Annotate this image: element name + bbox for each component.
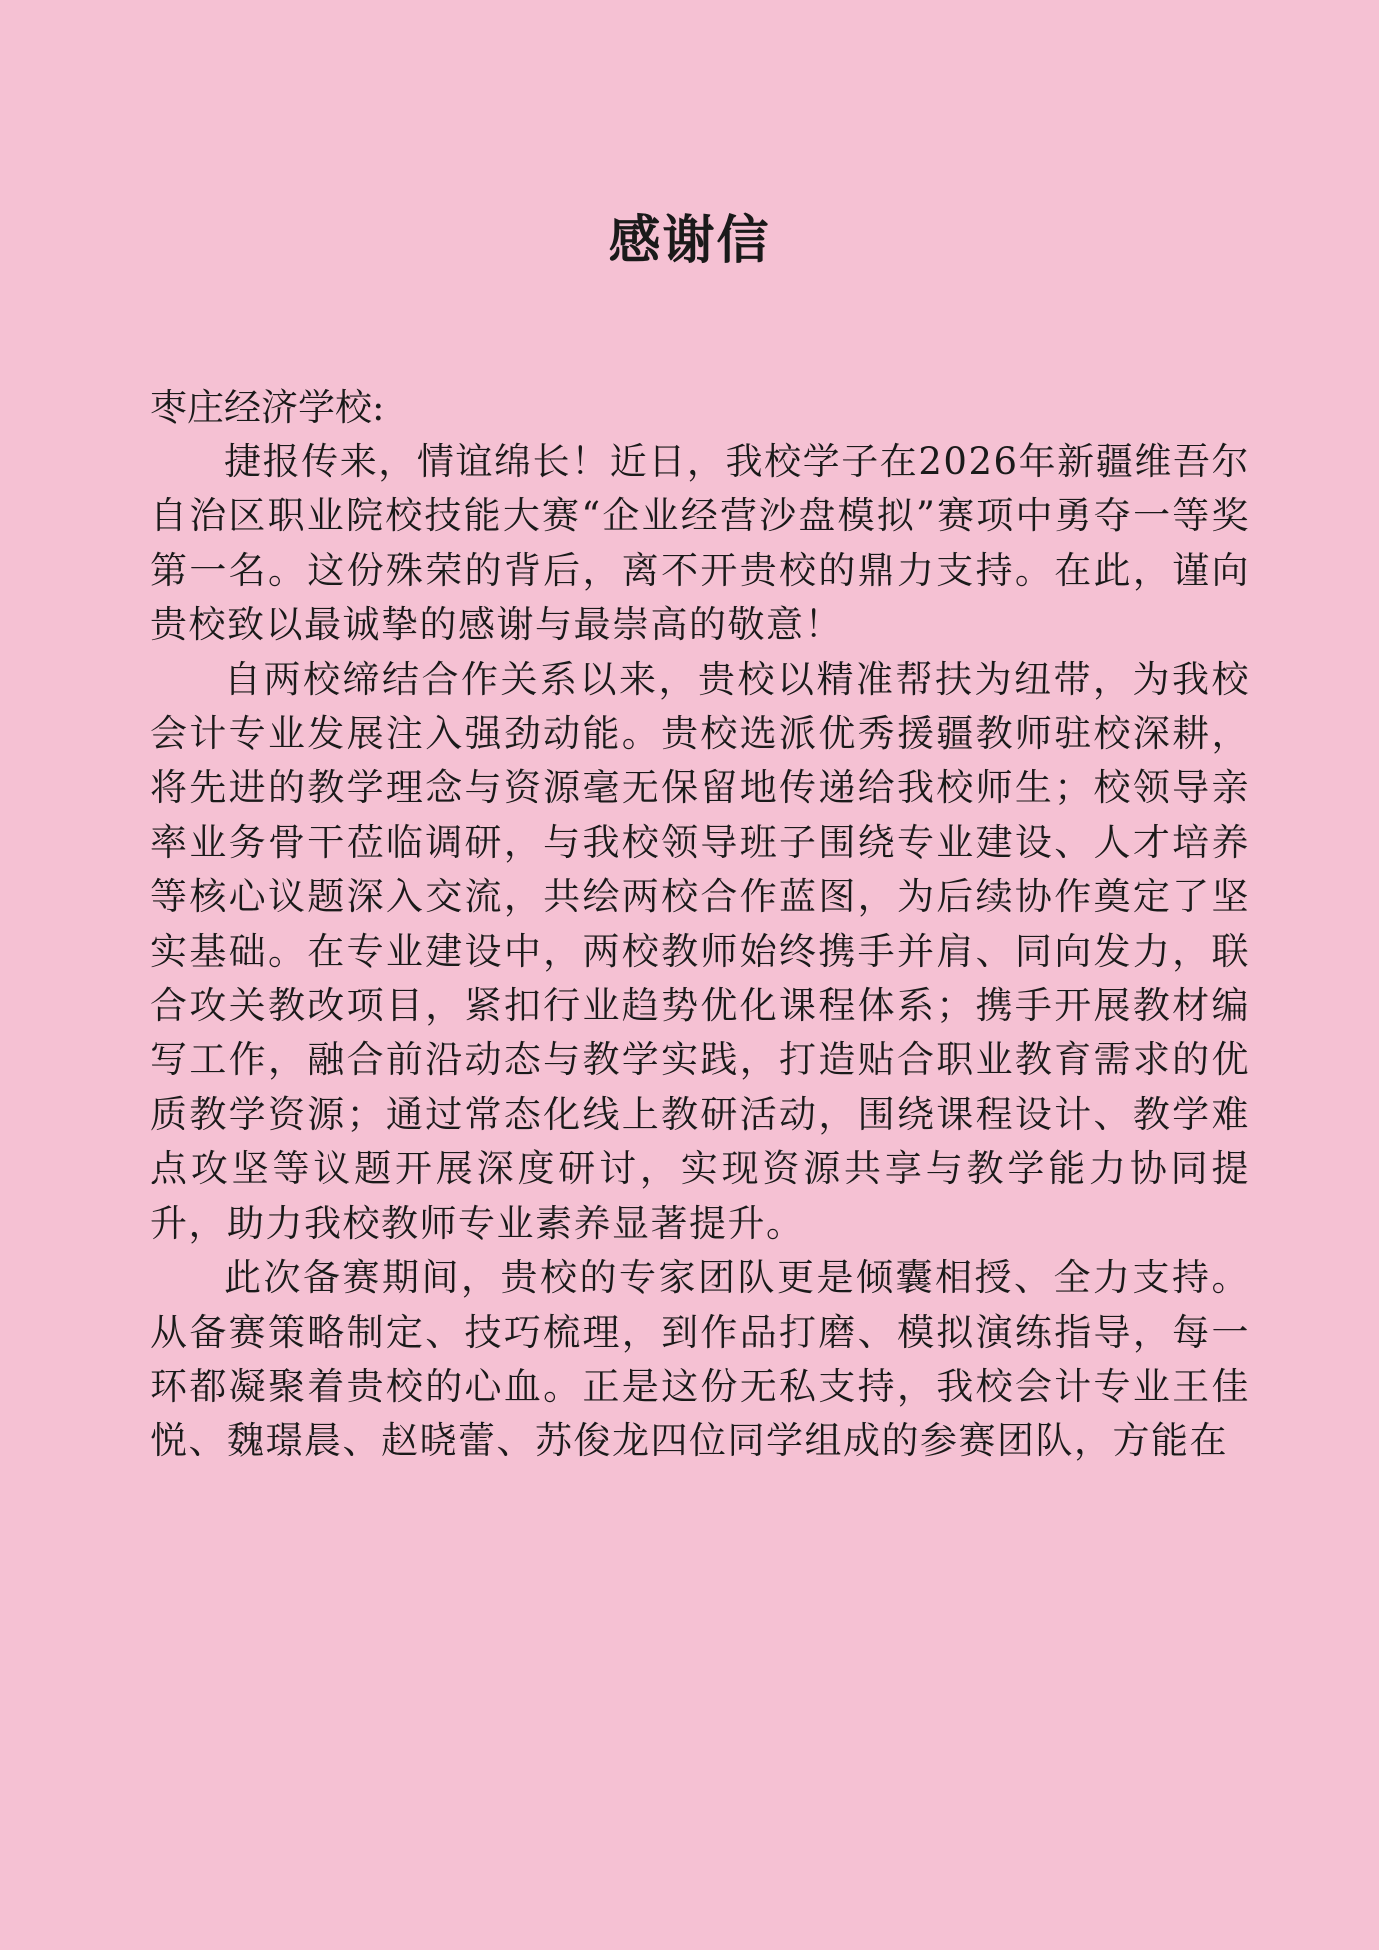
letter-paragraph: 此次备赛期间，贵校的专家团队更是倾囊相授、全力支持。从备赛策略制定、技巧梳理，到作品打磨、模拟演练指导，每一环都凝聚着贵校的心血。正是这份无私支持，我校会计专业王佳悦、魏璟晨、赵晓蕾、苏俊龙四位同学组成的参赛团队，方能在 [150, 1256, 1250, 1463]
letter-body [150, 435, 1250, 1469]
letter-paragraph: 捷报传来，情谊绵长！近日，我校学子在2026年新疆维吾尔自治区职业院校技能大赛“企业经营沙盘模拟”赛项中勇夺一等奖第一名。这份殊荣的背后，离不开贵校的鼎力支持。在此，谨向贵校致以最诚挚的感谢与最崇高的敬意！ [150, 440, 1250, 647]
letter-paragraph: 自两校缔结合作关系以来，贵校以精准帮扶为纽带，为我校会计专业发展注入强劲动能。贵校选派优秀援疆教师驻校深耕，将先进的教学理念与资源毫无保留地传递给我校师生；校领导亲率业务骨干莅临调研，与我校领导班子围绕专业建设、人才培养等核心议题深入交流，共绘两校合作蓝图，为后续协作奠定了坚实基础。在专业建设中，两校教师始终携手并肩、同向发力，联合攻关教改项目，紧扣行业趋势优化课程体系；携手开展教材编写工作，融合前沿动态与教学实践，打造贴合职业教育需求的优质教学资源；通过常态化线上教研活动，围绕课程设计、教学难点攻坚等议题开展深度研讨，实现资源共享与教学能力协同提升，助力我校教师专业素养显著提升。 [150, 657, 1250, 1245]
letter-salutation: 枣庄经济学校: [150, 386, 385, 429]
letter-title: 感谢信 [608, 210, 771, 271]
